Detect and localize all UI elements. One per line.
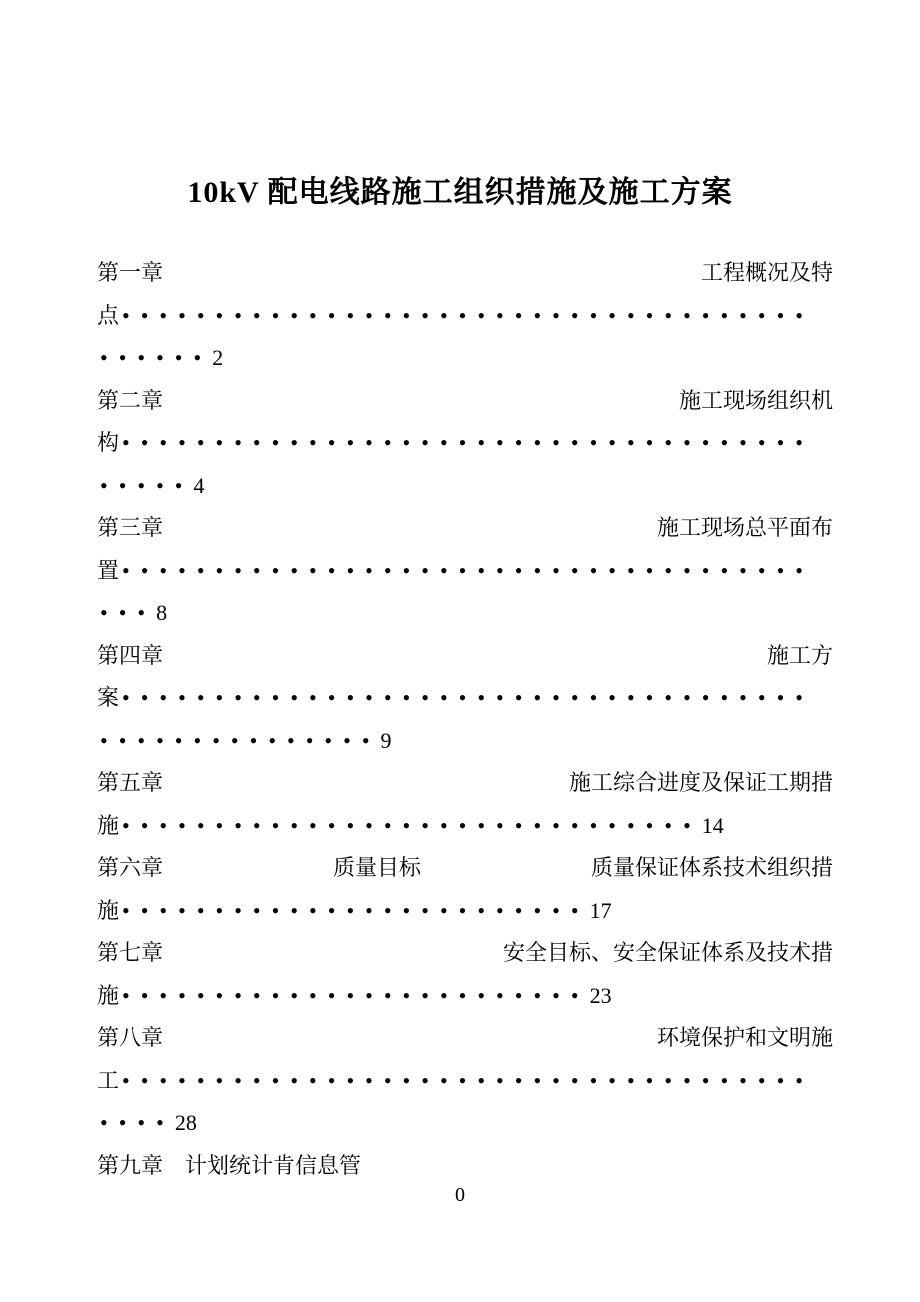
toc-line [97, 847, 833, 890]
toc-line [97, 635, 833, 678]
toc-entry-title: 施工综合进度及保证工期措 [568, 770, 833, 795]
document-title: 10kV 配电线路施工组织措施及施工方案 [187, 176, 733, 209]
dot-leader: ••••••••••••••••••••••••• [122, 897, 590, 923]
toc-entry-title: 施工现场总平面布 [656, 515, 833, 540]
toc-page-ref: 17 [589, 897, 612, 923]
toc-line [97, 337, 833, 380]
toc-entry-title: 质量保证体系技术组织措 [590, 855, 833, 880]
toc-line [97, 1060, 833, 1103]
toc-line [97, 252, 833, 295]
dot-leader: ••••••••••••••••••••••••• [122, 982, 590, 1008]
toc-line [97, 1017, 833, 1060]
toc-line [97, 380, 833, 423]
toc-entry-text: 第四章 [97, 642, 164, 668]
toc-line [97, 507, 833, 550]
toc-line [97, 677, 833, 720]
dot-leader: ••••••••••••••• [100, 727, 381, 753]
toc-entry-text: 第八章 [97, 1025, 164, 1050]
toc-line [97, 465, 833, 508]
toc-entry-text: 施 [97, 982, 120, 1008]
toc-entry-text: 第五章 [97, 770, 164, 795]
table-of-contents [97, 252, 833, 1187]
dot-leader: ••••••••••••••••••••••••••••••••••••• [122, 430, 814, 455]
dot-leader: ••••••••••••••••••••••••••••••••••••• [122, 557, 814, 583]
dot-leader: ••• [100, 600, 157, 625]
toc-entry-text: 工 [97, 1067, 120, 1093]
toc-entry-text: 第七章 [97, 940, 164, 965]
toc-entry-title: 施工现场组织机 [678, 387, 833, 413]
dot-leader: ••••••••••••••••••••••••••••••• [122, 812, 702, 838]
toc-entry-text: 第一章 [97, 260, 164, 285]
toc-line [97, 1102, 833, 1145]
toc-entry-text: 施 [97, 812, 120, 838]
page-number: 0 [455, 1184, 465, 1206]
toc-entry-text: 施 [97, 897, 120, 923]
toc-page-ref: 23 [589, 982, 612, 1008]
toc-line [97, 720, 833, 763]
dot-leader: ••••••••••••••••••••••••••••••••••••• [122, 685, 814, 710]
dot-leader: ••••••••••••••••••••••••••••••••••••• [122, 302, 814, 328]
dot-leader: ••••• [100, 472, 194, 498]
toc-entry-text: 第三章 [97, 515, 164, 540]
dot-leader: ••••••••••••••••••••••••••••••••••••• [122, 1067, 814, 1093]
toc-line [97, 890, 833, 933]
toc-line [97, 805, 833, 848]
toc-line [97, 592, 833, 635]
toc-entry-title: 工程概况及特 [700, 260, 833, 285]
toc-line [97, 422, 833, 465]
toc-entry-text: 案 [97, 685, 120, 710]
toc-entry-text: 第六章 [97, 855, 164, 880]
toc-page-ref: 28 [174, 1110, 197, 1135]
dot-leader: •••••• [100, 345, 213, 370]
toc-page-ref: 8 [156, 600, 168, 625]
toc-entry-text: 第九章 计划统计肯信息管 [97, 1152, 362, 1178]
toc-line [97, 295, 833, 338]
toc-line [97, 975, 833, 1018]
toc-entry-text: 点 [97, 302, 120, 328]
toc-line [97, 762, 833, 805]
toc-line [97, 550, 833, 593]
toc-line [97, 1145, 833, 1188]
dot-leader: •••• [100, 1110, 175, 1135]
toc-entry-title: 环境保护和文明施 [656, 1025, 833, 1050]
toc-page-ref: 14 [701, 812, 724, 838]
toc-entry-text: 构 [97, 430, 120, 455]
toc-line [97, 932, 833, 975]
toc-entry-text: 第二章 [97, 387, 164, 413]
toc-page-ref: 9 [380, 727, 392, 753]
toc-entry-text: 置 [97, 557, 120, 583]
toc-page-ref: 2 [212, 345, 224, 370]
toc-page-ref: 4 [193, 472, 205, 498]
toc-entry-title: 安全目标、安全保证体系及技术措 [502, 940, 833, 965]
toc-entry-title: 施工方 [766, 642, 833, 668]
toc-entry-subtitle: 质量目标 [333, 855, 422, 880]
